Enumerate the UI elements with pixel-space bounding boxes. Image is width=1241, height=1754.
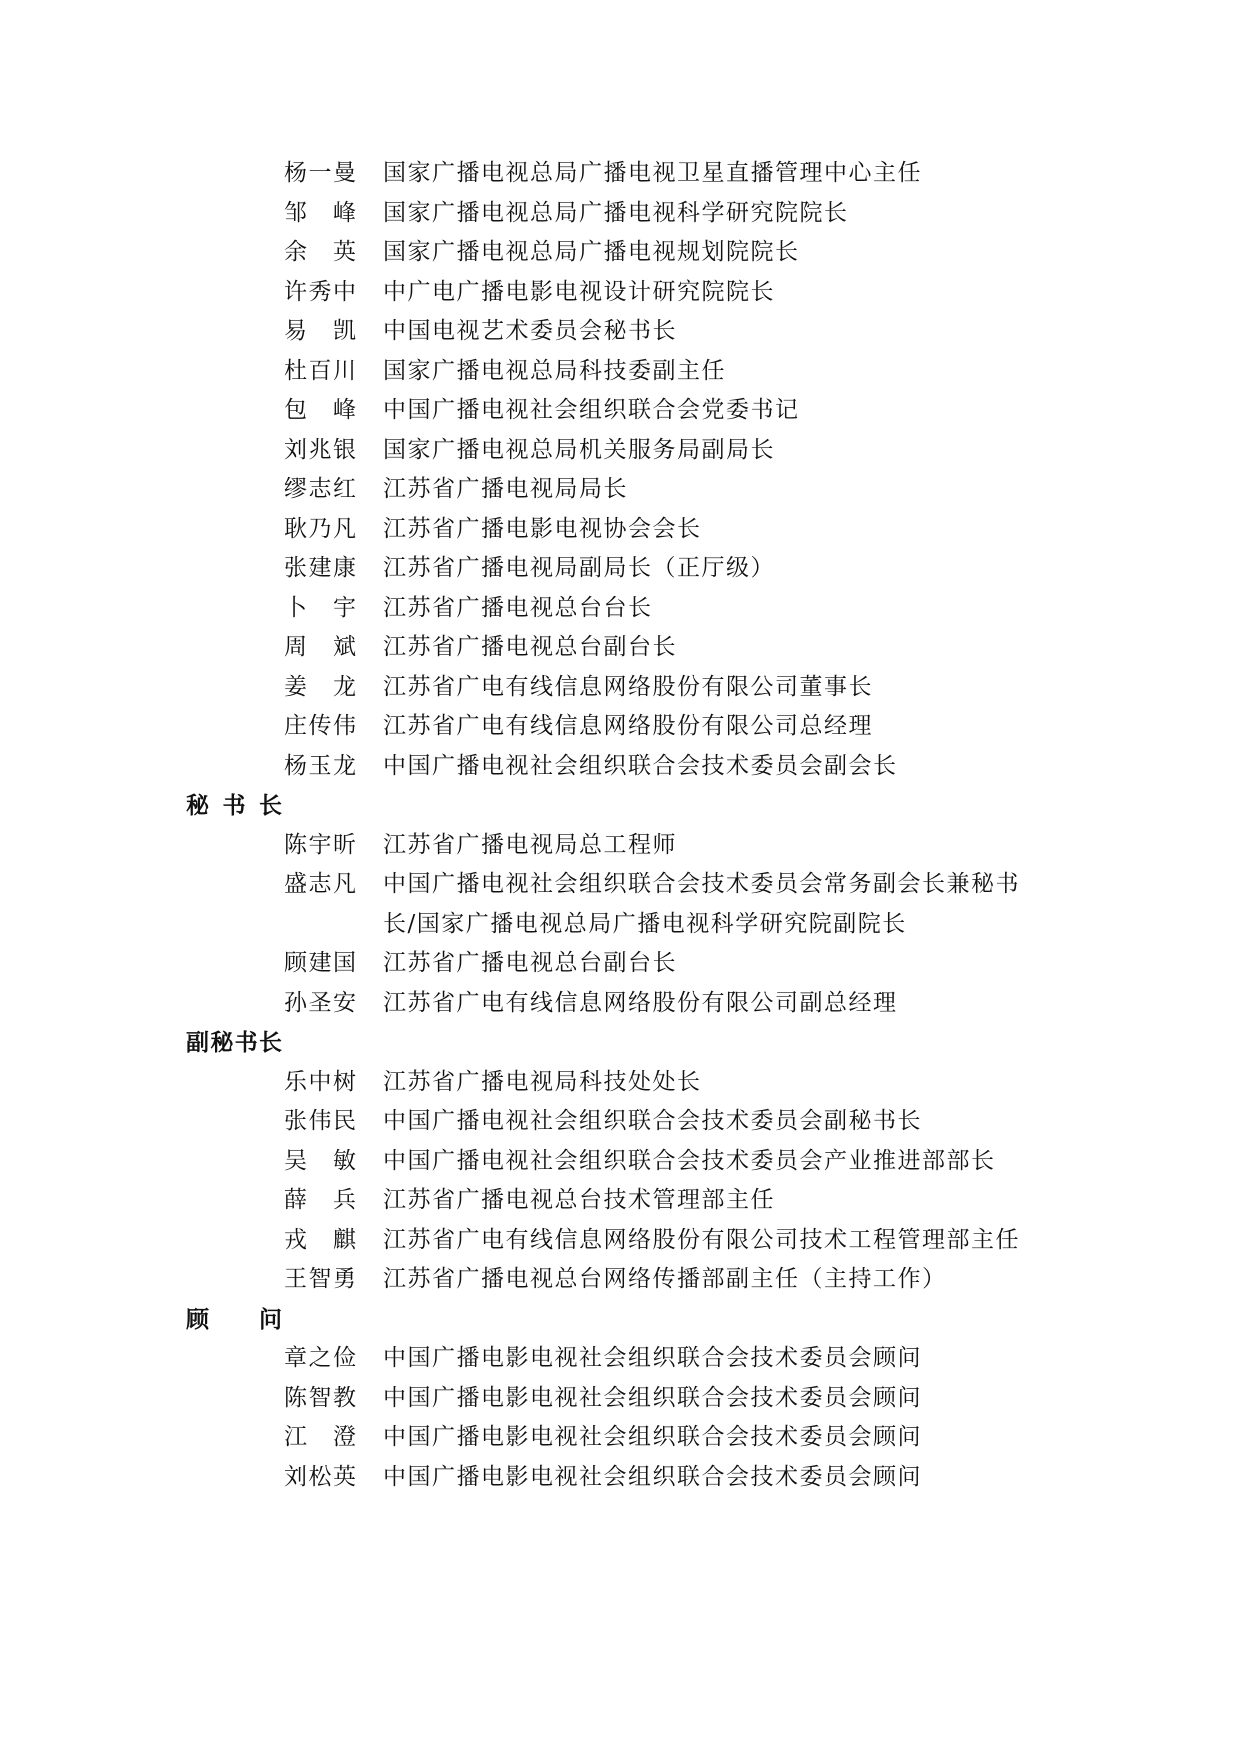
member-title: 江苏省广播电视局局长 [383, 476, 628, 502]
section-heading-secretary-general [0, 786, 1241, 826]
list-item [0, 1102, 1241, 1142]
member-title: 江苏省广播电视总台副台长 [383, 634, 677, 660]
member-name: 周斌 [284, 634, 356, 660]
member-title: 江苏省广电有线信息网络股份有限公司董事长 [383, 673, 873, 700]
member-title: 国家广播电视总局广播电视科学研究院院长 [383, 199, 849, 226]
member-title: 中国广播电影电视社会组织联合会技术委员会顾问 [383, 1384, 922, 1411]
list-item [0, 944, 1241, 984]
list-item [0, 273, 1241, 313]
member-title: 江苏省广播电视局总工程师 [383, 831, 677, 858]
list-item [0, 194, 1241, 234]
member-name: 乐中树 [284, 1068, 356, 1095]
member-name: 姜龙 [284, 673, 356, 700]
member-title: 江苏省广播电视总台技术管理部主任 [383, 1187, 775, 1213]
list-item [0, 510, 1241, 550]
list-item [0, 1181, 1241, 1221]
member-name: 张建康 [284, 555, 356, 581]
list-item [0, 668, 1241, 708]
member-title: 江苏省广播电视局科技处处长 [383, 1068, 702, 1095]
list-item [0, 1379, 1241, 1419]
member-title: 国家广播电视总局科技委副主任 [383, 357, 726, 384]
member-title: 江苏省广播电视总台台长 [383, 594, 653, 621]
list-item [0, 1418, 1241, 1458]
list-item [0, 984, 1241, 1024]
member-name: 章之俭 [284, 1345, 356, 1371]
member-name: 江澄 [284, 1424, 356, 1450]
list-item [0, 628, 1241, 668]
member-name: 薛兵 [284, 1187, 356, 1213]
section-heading-label: 副秘书长 [186, 1029, 282, 1056]
member-title: 江苏省广电有线信息网络股份有限公司副总经理 [383, 989, 898, 1016]
member-name: 杨玉龙 [284, 752, 356, 779]
member-title: 中国广播电影电视社会组织联合会技术委员会顾问 [383, 1345, 922, 1371]
member-title: 江苏省广电有线信息网络股份有限公司总经理 [383, 713, 873, 739]
member-name: 陈智教 [284, 1384, 356, 1411]
member-title: 国家广播电视总局广播电视卫星直播管理中心主任 [383, 160, 922, 186]
section-heading-label: 顾问 [186, 1305, 282, 1333]
list-item [0, 391, 1241, 431]
list-item [0, 312, 1241, 352]
member-name: 邹峰 [284, 199, 356, 226]
member-name: 刘兆银 [284, 436, 356, 463]
member-title: 中国广播电视社会组织联合会技术委员会产业推进部部长 [383, 1147, 996, 1174]
list-item [0, 352, 1241, 392]
member-name: 缪志红 [284, 476, 356, 502]
list-item [0, 1260, 1241, 1300]
member-title: 中国广播电影电视社会组织联合会技术委员会顾问 [383, 1463, 922, 1490]
list-item [0, 1063, 1241, 1103]
list-item [0, 1221, 1241, 1261]
member-name: 杨一曼 [284, 160, 356, 186]
member-title: 中国广播电影电视社会组织联合会技术委员会顾问 [383, 1424, 922, 1450]
member-name: 盛志凡 [284, 871, 356, 897]
member-list [0, 154, 1241, 1497]
list-item [0, 1339, 1241, 1379]
list-item [0, 1142, 1241, 1182]
member-name: 孙圣安 [284, 989, 356, 1016]
member-title: 江苏省广电有线信息网络股份有限公司技术工程管理部主任 [383, 1226, 1020, 1253]
member-name: 余英 [284, 239, 356, 265]
list-item [0, 549, 1241, 589]
member-title: 中国电视艺术委员会秘书长 [383, 318, 677, 344]
member-name: 许秀中 [284, 278, 356, 305]
section-heading-label: 秘书长 [186, 792, 282, 819]
member-title: 国家广播电视总局机关服务局副局长 [383, 436, 775, 463]
member-title: 中国广播电视社会组织联合会技术委员会常务副会长兼秘书 [383, 871, 1020, 897]
member-name: 易凯 [284, 318, 356, 344]
member-title: 江苏省广播电视总台副台长 [383, 950, 677, 976]
member-name: 王智勇 [284, 1266, 356, 1292]
member-name: 卜宇 [284, 594, 356, 621]
list-item [0, 470, 1241, 510]
list-item [0, 431, 1241, 471]
list-item [0, 233, 1241, 273]
member-name: 陈宇昕 [284, 831, 356, 858]
member-name: 庄传伟 [284, 713, 356, 739]
list-item [0, 1458, 1241, 1498]
member-name: 包峰 [284, 397, 356, 423]
member-name: 戎麒 [284, 1226, 356, 1253]
member-name: 刘松英 [284, 1463, 356, 1490]
member-title: 中国广播电视社会组织联合会技术委员会副秘书长 [383, 1108, 922, 1134]
list-item [0, 747, 1241, 787]
section-heading-advisors [0, 1300, 1241, 1340]
member-name: 张伟民 [284, 1108, 356, 1134]
section-heading-deputy-secretary-general [0, 1023, 1241, 1063]
member-name: 杜百川 [284, 357, 356, 384]
list-item-continuation [0, 905, 1241, 945]
member-name: 耿乃凡 [284, 515, 356, 542]
member-name: 顾建国 [284, 950, 356, 976]
member-title: 中国广播电视社会组织联合会技术委员会副会长 [383, 752, 898, 779]
member-name: 吴敏 [284, 1147, 356, 1174]
member-title: 江苏省广播电影电视协会会长 [383, 515, 702, 542]
member-title: 国家广播电视总局广播电视规划院院长 [383, 239, 800, 265]
list-item [0, 589, 1241, 629]
member-title: 中广电广播电影电视设计研究院院长 [383, 278, 775, 305]
list-item [0, 865, 1241, 905]
list-item [0, 154, 1241, 194]
member-title: 中国广播电视社会组织联合会党委书记 [383, 397, 800, 423]
member-title-continuation: 长/国家广播电视总局广播电视科学研究院副院长 [383, 910, 907, 937]
list-item [0, 826, 1241, 866]
member-title: 江苏省广播电视局副局长（正厅级） [383, 555, 775, 581]
member-title: 江苏省广播电视总台网络传播部副主任（主持工作） [383, 1266, 947, 1292]
list-item [0, 707, 1241, 747]
